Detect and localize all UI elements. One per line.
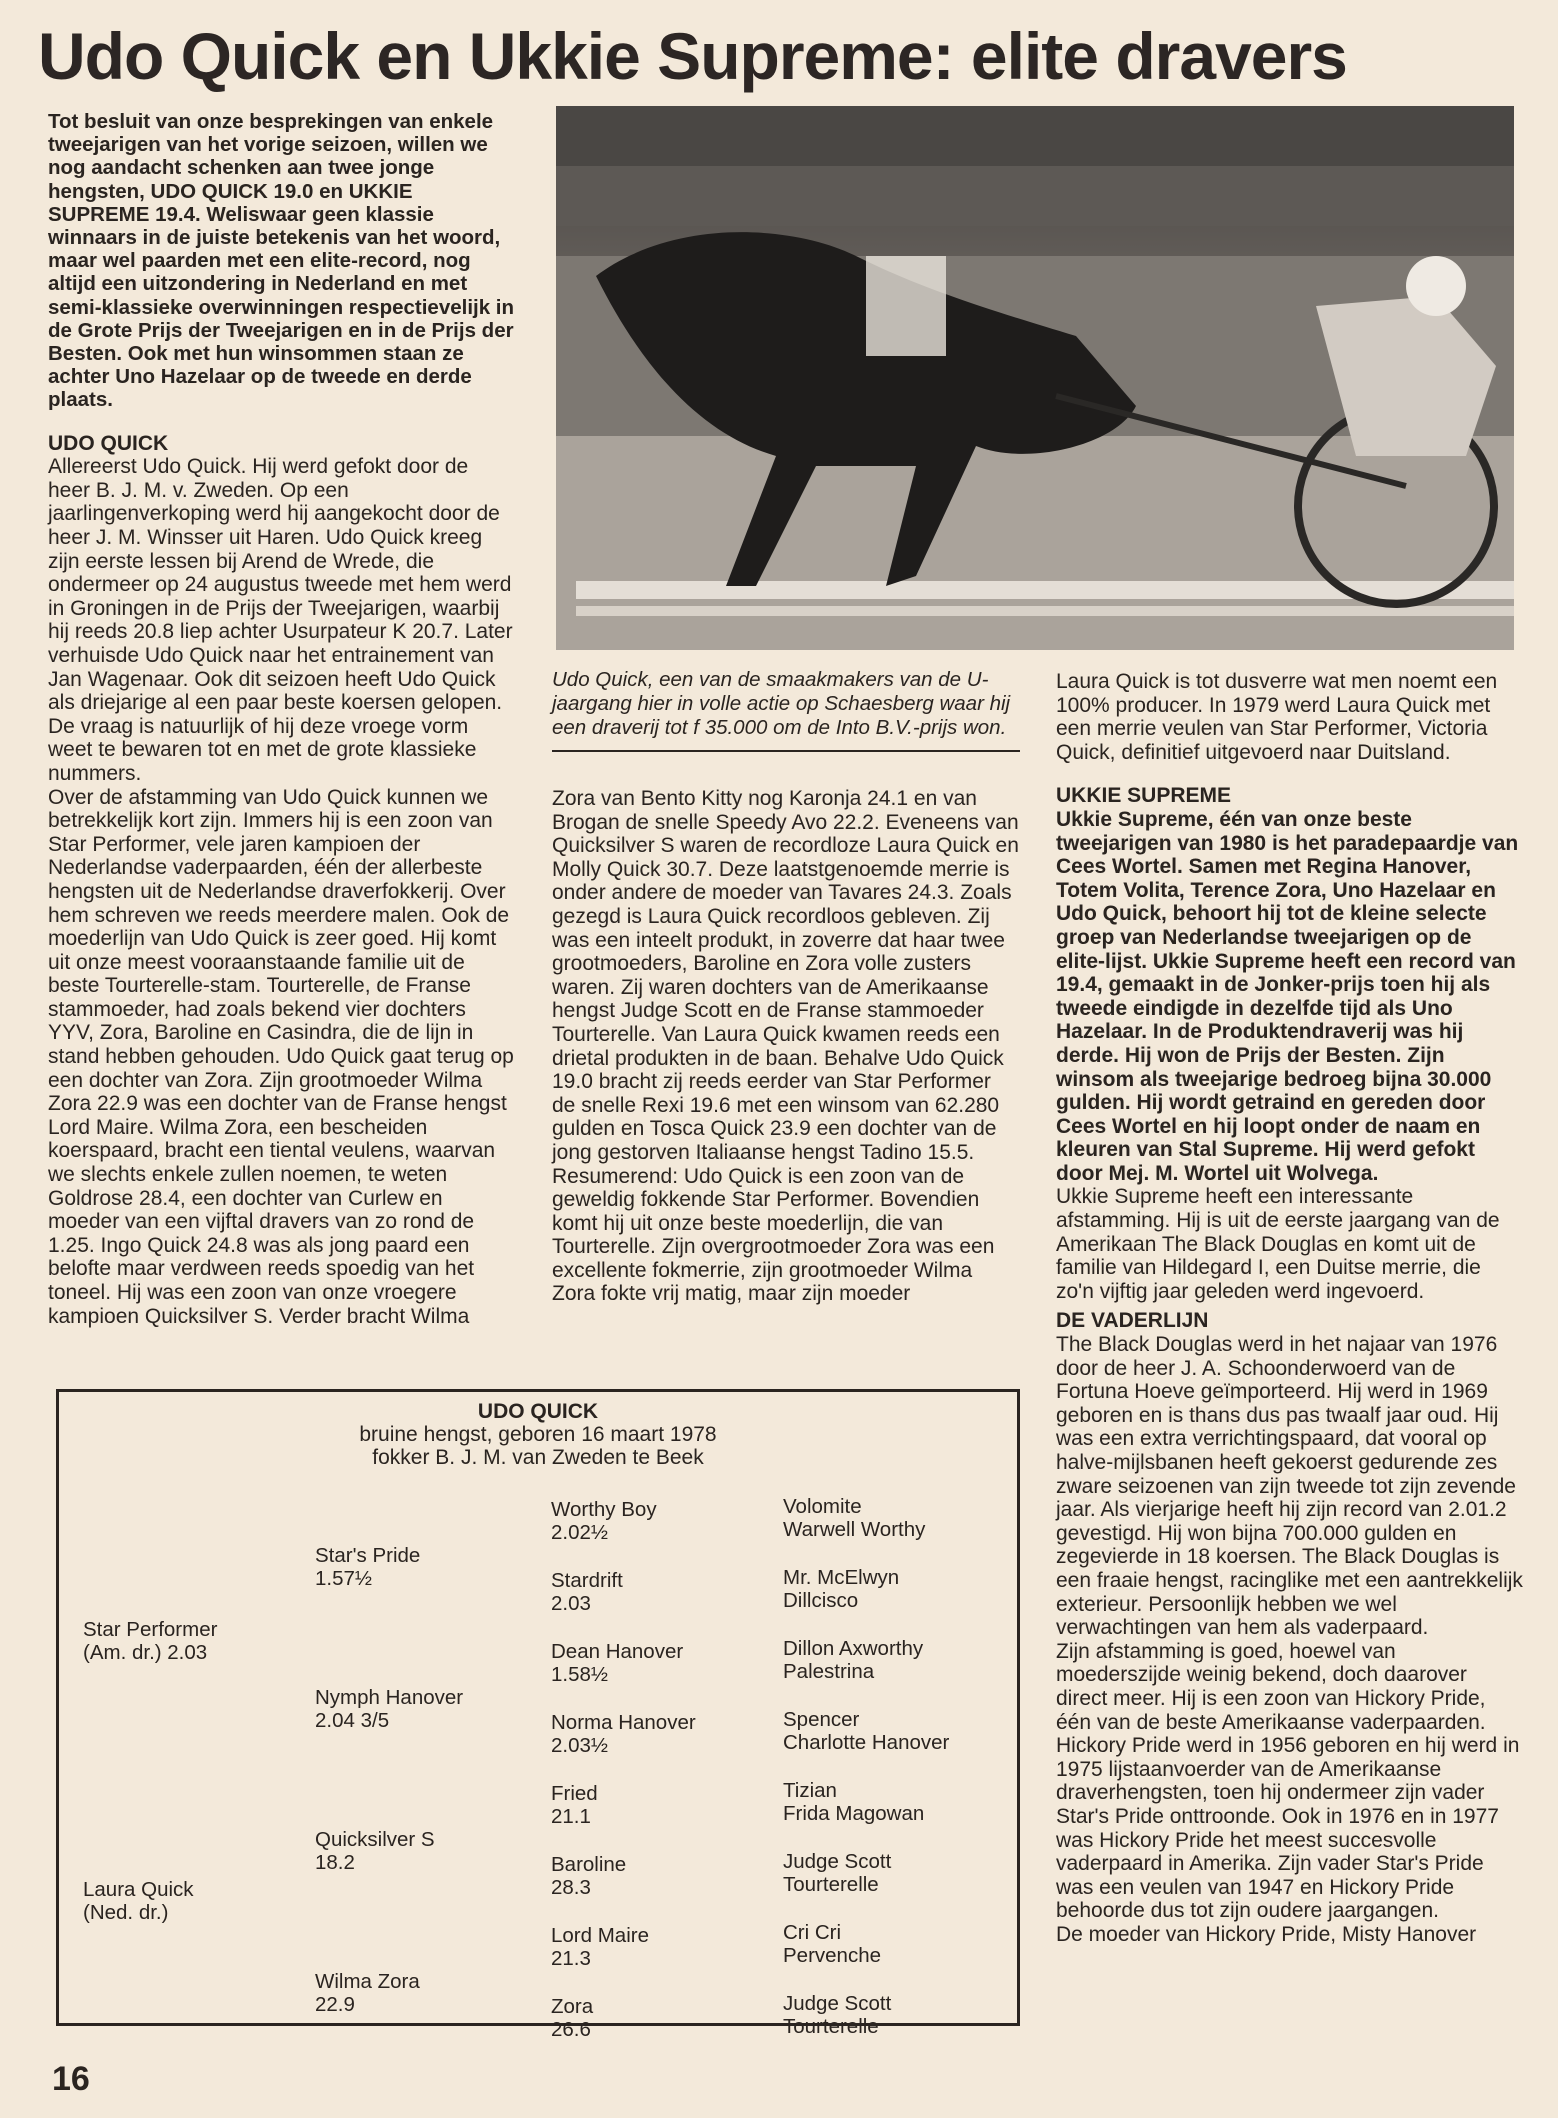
section-heading-ukkie-supreme: UKKIE SUPREME xyxy=(1056,784,1232,808)
pedigree-great-grandparent: Norma Hanover 2.03½ xyxy=(551,1711,696,1757)
section-heading-udo-quick: UDO QUICK xyxy=(48,431,169,455)
pedigree-great-great-grandparents: Tizian Frida Magowan xyxy=(783,1779,925,1825)
body-paragraph: Over de afstamming van Udo Quick kunnen we betrekkelijk kort zijn. Immers hij is een zoon van Star Performer, vele jaren kampioen der Nederlandse vaderpaarden, één der allerbeste hengsten uit de Nederlandse draverfokkerij. Over hem schreven we reeds meerdere malen. Ook de moederlijn van Udo Quick is zeer goed. Hij komt uit onze meest vooraanstaande familie uit de beste Tourterelle-stam. Tourterelle, de Franse stammoeder, had zoals bekend vier dochters YYV, Zora, Baroline en Casindra, die de lijn in stand hebben gehouden. Udo Quick gaat terug op een dochter van Zora. Zijn grootmoeder Wilma Zora 22.9 was een dochter van de Franse hengst Lord Maire. Wilma Zora, een bescheiden koerspaard, bracht een tiental veulens, waarvan we slechts enkele zullen noemen, te weten Goldrose 28.4, een dochter van Curlew en moeder van een vijftal dravers van zo rond de 1.25. Ingo Quick 24.8 was als jong paard een belofte maar verdween reeds spoedig van het toneel. Hij was een zoon van onze vroegere kampioen Quicksilver S. Verder bracht Wilma xyxy=(48,785,514,1328)
page-number: 16 xyxy=(52,2060,90,2098)
body-paragraph: The Black Douglas werd in het najaar van 1976 door de heer J. A. Schoonderwoerd van de Fortuna Hoeve geïmporteerd. Hij werd in 1969 geboren en is thans dus pas twaalf jaar oud. Hij was een extra verrichtingspaard, dat vooral op halve-mijlsbanen heeft gekoerst gedurende zes zware seizoenen van zijn tweede tot zijn zevende jaar. Als vierjarige heeft hij zijn record van 2.01.2 gevestigd. Hij won bijna 700.000 gulden en zegevierde in 18 koersen. The Black Douglas is een fraaie hengst, racinglike met een aantrekkelijk exterieur. Persoonlijk hebben we wel verwachtingen van hem als vaderpaard. xyxy=(1056,1333,1523,1640)
pedigree-table xyxy=(56,1389,1020,2041)
pedigree-grandparent: Quicksilver S 18.2 xyxy=(315,1828,435,1874)
body-paragraph: Allereerst Udo Quick. Hij werd gefokt door de heer B. J. M. v. Zweden. Op een jaarlingenverkoping werd hij aangekocht door de heer J. M. Winsser uit Haren. Udo Quick kreeg zijn eerste lessen bij Arend de Wrede, die ondermeer op 24 augustus tweede met hem werd in Groningen in de Prijs der Tweejarigen, waarbij hij reeds 20.8 liep achter Usurpateur K 20.7. Later verhuisde Udo Quick naar het entrainement van Jan Wagenaar. Ook dit seizoen heeft Udo Quick als driejarige al een paar beste koersen gelopen. De vraag is natuurlijk of hij deze vroege vorm weet te bewaren tot en met de grote klassieke nummers. xyxy=(48,455,513,785)
pedigree-great-grandparent: Stardrift 2.03 xyxy=(551,1569,623,1615)
pedigree-great-grandparent: Dean Hanover 1.58½ xyxy=(551,1640,684,1686)
pedigree-sire: Star Performer (Am. dr.) 2.03 xyxy=(83,1618,218,1664)
column-1 xyxy=(48,110,516,1328)
pedigree-great-great-grandparents: Judge Scott Tourterelle xyxy=(783,1992,892,2038)
horse-photo-illustration xyxy=(556,106,1514,650)
photo-caption: Udo Quick, een van de smaakmakers van de U-jaargang hier in volle actie op Schaesberg waar hij een draverij tot f 35.000 om de Into B.V.-prijs won. xyxy=(552,668,1020,752)
pedigree-description: bruine hengst, geboren 16 maart 1978 xyxy=(359,1423,717,1446)
race-photo xyxy=(556,106,1514,650)
pedigree-great-grandparent: Lord Maire 21.3 xyxy=(551,1924,649,1970)
pedigree-great-grandparent: Fried 21.1 xyxy=(551,1782,598,1828)
pedigree-great-grandparent: Worthy Boy 2.02½ xyxy=(551,1498,657,1544)
pedigree-great-great-grandparents: Volomite Warwell Worthy xyxy=(783,1495,926,1541)
pedigree-great-grandparent: Baroline 28.3 xyxy=(551,1853,627,1899)
pedigree-grandparent: Star's Pride 1.57½ xyxy=(315,1544,421,1590)
pedigree-great-grandparent: Zora 26.6 xyxy=(551,1995,594,2041)
pedigree-header xyxy=(59,1400,1017,1469)
article-title: Udo Quick en Ukkie Supreme: elite dravers xyxy=(38,19,1347,93)
column-2 xyxy=(552,787,1020,1306)
pedigree-great-great-grandparents: Dillon Axworthy Palestrina xyxy=(783,1637,924,1683)
body-paragraph: Zijn afstamming is goed, hoewel van moederszijde weinig bekend, doch daarover direct meer. Hij is een zoon van Hickory Pride, één van de beste Amerikaanse vaderpaarden. Hickory Pride werd in 1956 geboren en hij werd in 1975 lijstaanvoerder van de Amerikaanse draverhengsten, toen hij ondermeer zijn vader Star's Pride onttroonde. Ook in 1976 en in 1977 was Hickory Pride het meest succesvolle vaderpaard in Amerika. Zijn vader Star's Pride was een veulen van 1947 en Hickory Pride behoorde dus tot zijn oudere jaargangen. xyxy=(1056,1639,1520,1923)
pedigree-great-great-grandparents: Judge Scott Tourterelle xyxy=(783,1850,892,1896)
pedigree-great-great-grandparents: Spencer Charlotte Hanover xyxy=(783,1708,950,1754)
body-paragraph: Zora van Bento Kitty nog Karonja 24.1 en van Brogan de snelle Speedy Avo 22.2. Eveneens van Quicksilver S waren de recordloze Laura Quick en Molly Quick 30.7. Deze laatstgenoemde merrie is onder andere de moeder van Tavares 24.3. Zoals gezegd is Laura Quick recordloos gebleven. Zij was een inteelt produkt, in zoverre dat haar twee grootmoeders, Baroline en Zora volle zusters waren. Zij waren dochters van de Amerikaanse hengst Judge Scott en de Franse stammoeder Tourterelle. Van Laura Quick kwamen reeds een drietal produkten in de baan. Behalve Udo Quick 19.0 bracht zij reeds eerder van Star Performer de snelle Rexi 19.6 met een winsom van 62.280 gulden en Tosca Quick 23.9 een dochter van de jong gestorven Italiaanse hengst Tadino 15.5. Resumerend: Udo Quick is een zoon van de geweldig fokkende Star Performer. Bovendien komt hij uit onze beste moederlijn, die van Tourterelle. Zijn overgrootmoeder Zora was een excellente fokmerrie, zijn grootmoeder Wilma Zora fokte vrij matig, maar zijn moeder xyxy=(552,787,1019,1306)
body-paragraph-bold: Ukkie Supreme, één van onze beste tweejarigen van 1980 is het paradepaardje van Cees Wortel. Samen met Regina Hanover, Totem Volita, Terence Zora, Uno Hazelaar en Udo Quick, behoort hij tot de kleine selecte groep van Nederlandse tweejarigen op de elite-lijst. Ukkie Supreme heeft een record van 19.4, gemaakt in de Jonker-prijs toen hij als tweede eindigde in dezelfde tijd als Uno Hazelaar. In de Produktendraverij was hij derde. Hij won de Prijs der Besten. Zijn winsom als tweejarige bedroeg bijna 30.000 gulden. Hij wordt getraind en gereden door Cees Wortel en hij loopt onder de naam en kleuren van Stal Supreme. Hij werd gefokt door Mej. M. Wortel uit Wolvega. xyxy=(1056,807,1519,1185)
pedigree-great-great-grandparents: Cri Cri Pervenche xyxy=(783,1921,882,1967)
section-heading-de-vaderlijn: DE VADERLIJN xyxy=(1056,1309,1209,1333)
body-paragraph: Ukkie Supreme heeft een interessante afstamming. Hij is uit de eerste jaargang van de Amerikaan The Black Douglas en komt uit de familie van Hildegard I, een Duitse merrie, die zo'n vijftig jaar geleden werd ingevoerd. xyxy=(1056,1185,1500,1303)
pedigree-grandparent: Nymph Hanover 2.04 3/5 xyxy=(315,1686,464,1732)
body-paragraph: De moeder van Hickory Pride, Misty Hanover xyxy=(1056,1922,1477,1946)
pedigree-horse-name: UDO QUICK xyxy=(477,1400,599,1423)
intro-paragraph: Tot besluit van onze besprekingen van enkele tweejarigen van het vorige seizoen, willen we nog aandacht schenken aan twee jonge hengsten, UDO QUICK 19.0 en UKKIE SUPREME 19.4. Weliswaar geen klassie winnaars in de juiste betekenis van het woord, maar wel paarden met een elite-record, nog altijd een uitzondering in Nederland en met semi-klassieke overwinningen respectievelijk in de Grote Prijs der Tweejarigen en in de Prijs der Besten. Ook met hun winsommen staan ze achter Uno Hazelaar op de tweede en derde plaats. xyxy=(48,110,515,412)
pedigree-breeder: fokker B. J. M. van Zweden te Beek xyxy=(372,1446,704,1469)
pedigree-grandparent: Wilma Zora 22.9 xyxy=(315,1970,420,2016)
column-3 xyxy=(1056,670,1524,1946)
pedigree-great-great-grandparents: Mr. McElwyn Dillcisco xyxy=(783,1566,900,1612)
body-paragraph: Laura Quick is tot dusverre wat men noemt een 100% producer. In 1979 werd Laura Quick met een merrie veulen van Star Performer, Victoria Quick, definitief uitgevoerd naar Duitsland. xyxy=(1056,670,1498,764)
pedigree-dam: Laura Quick (Ned. dr.) xyxy=(83,1878,194,1924)
